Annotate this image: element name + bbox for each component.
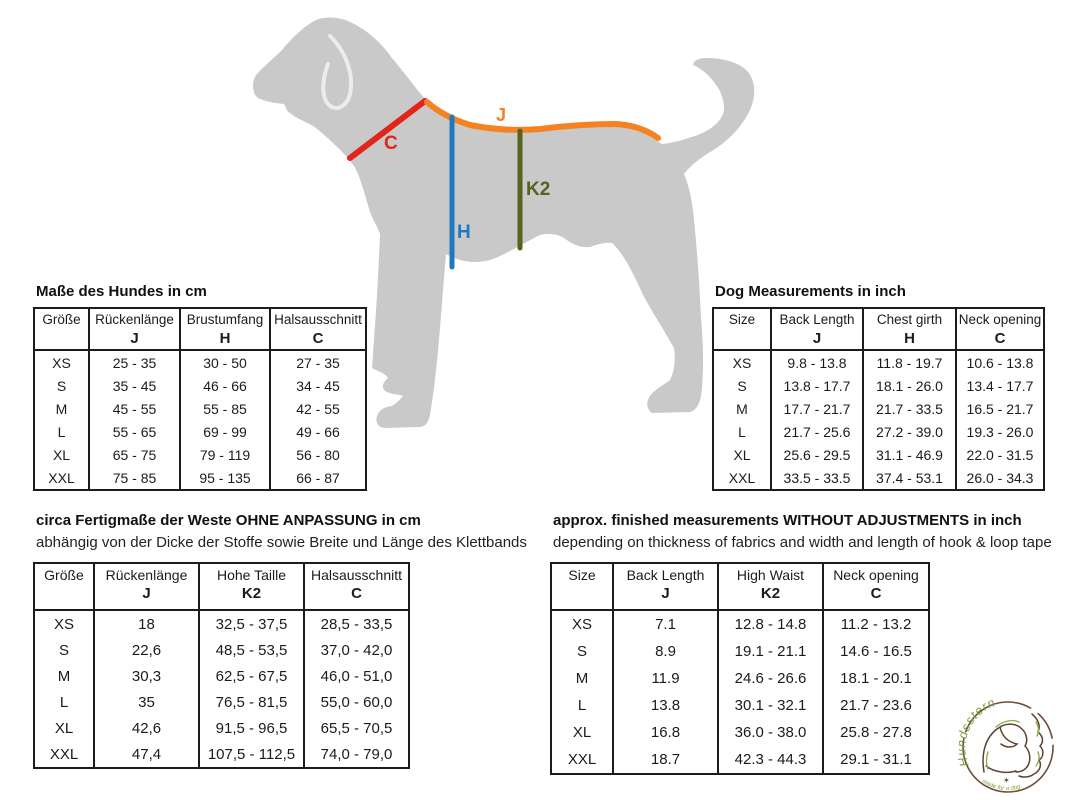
range-cell: 19.1 - 21.1	[718, 638, 823, 665]
column-header: Neck opening C	[956, 308, 1044, 350]
range-cell: 65,5 - 70,5	[304, 715, 409, 741]
range-cell: 91,5 - 96,5	[199, 715, 304, 741]
dog-measurements-cm-table	[33, 307, 367, 491]
section-dog-measurements-inch	[712, 283, 1045, 491]
size-cell: XS	[571, 616, 592, 633]
table-row	[34, 689, 409, 715]
table-row	[34, 715, 409, 741]
range-cell: 18.7	[613, 746, 718, 774]
size-cell: XL	[733, 446, 751, 463]
size-cell: M	[57, 667, 71, 685]
size-cell: XXL	[567, 751, 597, 768]
vest-measurements-inch-table	[550, 562, 930, 775]
range-cell: 45 - 55	[89, 397, 180, 420]
range-cell: 25 - 35	[89, 350, 180, 374]
range-cell: 66 - 87	[270, 466, 366, 490]
size-cell: XS	[53, 615, 74, 633]
size-cell: L	[738, 423, 746, 440]
range-cell: 16.8	[613, 719, 718, 746]
size-cell: S	[576, 643, 587, 660]
range-cell: 30 - 50	[180, 350, 270, 374]
column-header: Size	[728, 312, 756, 327]
range-cell: 42.3 - 44.3	[718, 746, 823, 774]
table-row	[713, 374, 1044, 397]
size-cell: XXL	[49, 745, 79, 763]
range-cell: 11.9	[613, 665, 718, 692]
range-cell: 31.1 - 46.9	[863, 443, 956, 466]
section-title: approx. finished measurements WITHOUT ADJUSTMENTS in inch	[553, 512, 1022, 529]
range-cell: 21.7 - 23.6	[823, 692, 929, 719]
range-cell: 27.2 - 39.0	[863, 420, 956, 443]
range-cell: 17.7 - 21.7	[771, 397, 863, 420]
table-row	[34, 443, 366, 466]
range-cell: 21.7 - 33.5	[863, 397, 956, 420]
size-cell: XL	[54, 719, 74, 737]
range-cell: 55 - 85	[180, 397, 270, 420]
range-cell: 13.8 - 17.7	[771, 374, 863, 397]
size-cell: M	[55, 400, 68, 417]
table-row	[713, 397, 1044, 420]
range-cell: 26.0 - 34.3	[956, 466, 1044, 490]
range-cell: 11.8 - 19.7	[863, 350, 956, 374]
range-cell: 48,5 - 53,5	[199, 637, 304, 663]
table-row	[34, 420, 366, 443]
size-cell: S	[58, 641, 69, 659]
table-row	[551, 719, 929, 746]
table-row	[551, 692, 929, 719]
range-cell: 12.8 - 14.8	[718, 610, 823, 638]
size-cell: XL	[52, 446, 71, 463]
range-cell: 25.6 - 29.5	[771, 443, 863, 466]
size-cell: L	[59, 693, 69, 711]
table-row	[34, 741, 409, 768]
header-row	[34, 563, 409, 610]
range-cell: 16.5 - 21.7	[956, 397, 1044, 420]
column-header: Größe	[42, 312, 81, 327]
section-subtitle: depending on thickness of fabrics and width and length of hook & loop tape	[553, 534, 1052, 551]
size-cell: L	[57, 423, 66, 440]
logo-collar-tag: ✶	[1003, 776, 1010, 785]
range-cell: 7.1	[613, 610, 718, 638]
header-row	[34, 308, 366, 350]
column-header: Brustumfang H	[180, 308, 270, 350]
label-c: C	[384, 133, 398, 154]
table-row	[713, 350, 1044, 374]
section-title: Dog Measurements in inch	[715, 283, 906, 300]
logo-brand-text: Hundsstern	[954, 695, 998, 769]
table-row	[34, 663, 409, 689]
table-row	[34, 466, 366, 490]
size-cell: S	[56, 377, 67, 394]
range-cell: 21.7 - 25.6	[771, 420, 863, 443]
label-k2: K2	[526, 179, 551, 200]
range-cell: 47,4	[94, 741, 199, 768]
range-cell: 75 - 85	[89, 466, 180, 490]
range-cell: 25.8 - 27.8	[823, 719, 929, 746]
table-row	[713, 420, 1044, 443]
range-cell: 27 - 35	[270, 350, 366, 374]
label-j: J	[496, 105, 507, 125]
header-row	[551, 563, 929, 610]
range-cell: 56 - 80	[270, 443, 366, 466]
size-cell: M	[736, 400, 748, 417]
column-header: Rückenlänge J	[89, 308, 180, 350]
range-cell: 46 - 66	[180, 374, 270, 397]
table-row	[551, 665, 929, 692]
range-cell: 55 - 65	[89, 420, 180, 443]
size-cell: XS	[732, 354, 752, 371]
range-cell: 22.0 - 31.5	[956, 443, 1044, 466]
range-cell: 62,5 - 67,5	[199, 663, 304, 689]
range-cell: 13.8	[613, 692, 718, 719]
range-cell: 14.6 - 16.5	[823, 638, 929, 665]
label-h: H	[457, 222, 471, 243]
range-cell: 19.3 - 26.0	[956, 420, 1044, 443]
column-header: Hohe Taille K2	[199, 563, 304, 610]
table-row	[551, 610, 929, 638]
range-cell: 42 - 55	[270, 397, 366, 420]
table-row	[713, 443, 1044, 466]
table-row	[34, 610, 409, 637]
size-cell: XS	[52, 354, 71, 371]
range-cell: 65 - 75	[89, 443, 180, 466]
range-cell: 46,0 - 51,0	[304, 663, 409, 689]
range-cell: 18	[94, 610, 199, 637]
size-cell: XXL	[48, 469, 75, 486]
range-cell: 22,6	[94, 637, 199, 663]
range-cell: 10.6 - 13.8	[956, 350, 1044, 374]
column-header: Größe	[44, 567, 84, 583]
table-row	[551, 638, 929, 665]
range-cell: 28,5 - 33,5	[304, 610, 409, 637]
section-vest-measurements-inch	[550, 512, 1052, 775]
size-cell: XXL	[728, 469, 756, 486]
column-header: Back Length J	[771, 308, 863, 350]
range-cell: 30,3	[94, 663, 199, 689]
table-row	[34, 350, 366, 374]
range-cell: 42,6	[94, 715, 199, 741]
column-header: High Waist K2	[718, 563, 823, 610]
section-title: circa Fertigmaße der Weste OHNE ANPASSUNG in cm	[36, 512, 421, 529]
section-dog-measurements-cm	[33, 283, 367, 491]
range-cell: 11.2 - 13.2	[823, 610, 929, 638]
range-cell: 13.4 - 17.7	[956, 374, 1044, 397]
size-cell: S	[737, 377, 747, 394]
range-cell: 8.9	[613, 638, 718, 665]
size-cell: XL	[572, 724, 592, 741]
range-cell: 37.4 - 53.1	[863, 466, 956, 490]
range-cell: 69 - 99	[180, 420, 270, 443]
column-header: Size	[568, 567, 596, 583]
range-cell: 76,5 - 81,5	[199, 689, 304, 715]
table-row	[713, 466, 1044, 490]
range-cell: 49 - 66	[270, 420, 366, 443]
range-cell: 95 - 135	[180, 466, 270, 490]
table-row	[34, 374, 366, 397]
logo-tagline-text: made for a dog	[980, 778, 1022, 793]
table-row	[34, 637, 409, 663]
column-header: Back Length J	[613, 563, 718, 610]
header-row	[713, 308, 1044, 350]
range-cell: 35	[94, 689, 199, 715]
range-cell: 18.1 - 20.1	[823, 665, 929, 692]
range-cell: 35 - 45	[89, 374, 180, 397]
vest-measurements-cm-table	[33, 562, 410, 769]
column-header: Rückenlänge J	[94, 563, 199, 610]
column-header: Halsausschnitt C	[270, 308, 366, 350]
range-cell: 55,0 - 60,0	[304, 689, 409, 715]
range-cell: 36.0 - 38.0	[718, 719, 823, 746]
size-cell: L	[577, 697, 587, 714]
range-cell: 18.1 - 26.0	[863, 374, 956, 397]
range-cell: 37,0 - 42,0	[304, 637, 409, 663]
range-cell: 32,5 - 37,5	[199, 610, 304, 637]
range-cell: 34 - 45	[270, 374, 366, 397]
range-cell: 107,5 - 112,5	[199, 741, 304, 768]
range-cell: 24.6 - 26.6	[718, 665, 823, 692]
size-cell: M	[575, 670, 589, 687]
table-row	[551, 746, 929, 774]
table-row	[34, 397, 366, 420]
range-cell: 79 - 119	[180, 443, 270, 466]
column-header: Chest girth H	[863, 308, 956, 350]
range-cell: 29.1 - 31.1	[823, 746, 929, 774]
range-cell: 9.8 - 13.8	[771, 350, 863, 374]
dog-measurements-inch-table	[712, 307, 1045, 491]
range-cell: 74,0 - 79,0	[304, 741, 409, 768]
column-header: Neck opening C	[823, 563, 929, 610]
column-header: Halsausschnitt C	[304, 563, 409, 610]
section-title: Maße des Hundes in cm	[36, 283, 207, 300]
range-cell: 33.5 - 33.5	[771, 466, 863, 490]
section-subtitle: abhängig von der Dicke der Stoffe sowie Breite und Länge des Klettbands	[36, 534, 527, 551]
section-vest-measurements-cm	[33, 512, 527, 769]
range-cell: 30.1 - 32.1	[718, 692, 823, 719]
